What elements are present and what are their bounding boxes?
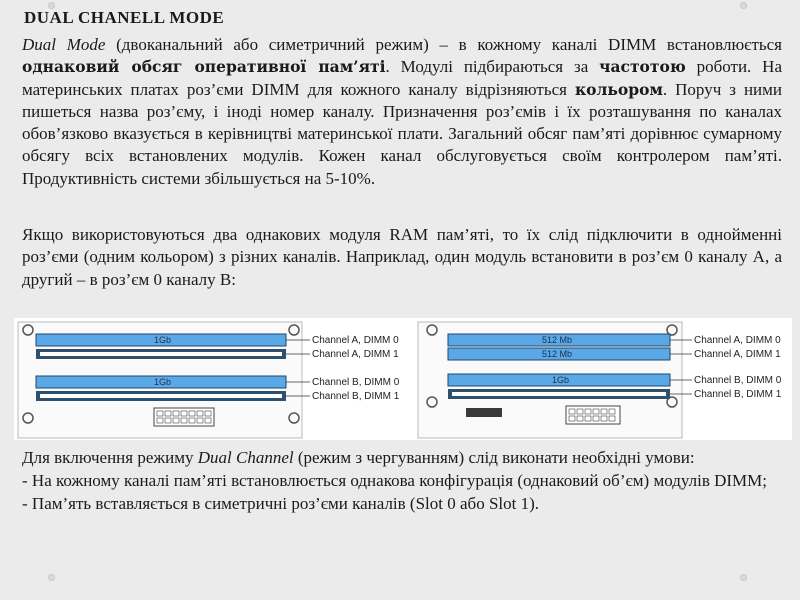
requirements-lead <box>22 446 782 469</box>
requirements-paragraph <box>22 446 782 515</box>
dimm-slot-b1 <box>448 389 670 399</box>
dimm-diagrams <box>14 318 792 440</box>
module-size-label: 1Gb <box>552 375 570 385</box>
dimm-slot-b1 <box>36 391 286 401</box>
module-size-label: 512 Mb <box>542 335 573 345</box>
channel-label: Channel A, DIMM 0 <box>694 335 781 346</box>
emphasis-same-volume: однаковий обсяг оперативної пам’яті <box>22 57 386 77</box>
term-dual-channel: Dual Channel <box>197 448 294 467</box>
channel-label: Channel B, DIMM 0 <box>694 375 782 386</box>
emphasis-frequency: частотою <box>599 57 686 77</box>
requirements-lead-text: Для включення режиму <box>22 448 198 467</box>
intro-paragraph <box>22 34 782 190</box>
slide-title: DUAL CHANELL MODE <box>24 8 225 27</box>
dimm-slot-a0 <box>448 334 670 346</box>
intro-text: . Поруч з ними пишеться назва роз’єму, і іноді номер каналу. Призначення роз’ємів і їх розташування по каналах обов’язково вказується в керівництві материнської плати. Загальний обсяг пам’яті дорівнює сумарному обсягу всіх встановлених модулів. Кожен канал обслуговується своїм контролером пам’яті. Продуктивність системи збільшується на 5-10%. <box>22 79 782 188</box>
module-size-label: 512 Mb <box>542 349 573 359</box>
channel-label: Channel A, DIMM 0 <box>312 335 399 346</box>
intro-text: (двоканальний або симетричний режим) – в кожному каналі DIMM встановлюється <box>105 35 782 54</box>
channel-label: Channel B, DIMM 1 <box>694 389 782 400</box>
requirement-item: - Пам’ять вставляється в симетричні роз’єми каналів (Slot 0 або Slot 1). <box>22 494 540 513</box>
module-size-label: 1Gb <box>154 335 172 345</box>
motherboard-diagram-right <box>414 318 792 440</box>
channel-label: Channel B, DIMM 1 <box>312 391 400 402</box>
dimm-slot-a1 <box>36 349 286 359</box>
dimm-slot-b0 <box>36 376 286 388</box>
corner-dot <box>740 2 747 9</box>
emphasis-color: кольором <box>574 79 663 99</box>
corner-dot <box>740 574 747 581</box>
term-dual-mode: Dual Mode <box>22 35 106 54</box>
dimm-slot-a1 <box>448 348 670 360</box>
example-paragraph: Якщо використовуються два однакових модуля RAM пам’яті, то їх слід підключити в однойменні роз’єми (одним кольором) з різних каналів. Наприклад, один модуль встановити в роз’єм 0 каналу А, а другий – в роз’єм 0 каналу B: <box>22 225 782 289</box>
intro-text: . Модулі підбираються за <box>385 57 600 77</box>
motherboard-diagram-left <box>14 318 414 440</box>
requirements-lead-text: (режим з чергуванням) слід виконати необхідні умови: <box>293 448 695 467</box>
dimm-slot-a0 <box>36 334 286 346</box>
requirement-item: - На кожному каналі пам’яті встановлюється однакова конфігурація (однаковий об’єм) модулів DIMM; <box>22 471 767 490</box>
channel-label: Channel B, DIMM 0 <box>312 377 400 388</box>
channel-label: Channel A, DIMM 1 <box>694 349 781 360</box>
corner-dot <box>48 574 55 581</box>
module-size-label: 1Gb <box>154 377 172 387</box>
intro-text: роботи. На материнських платах роз’єми DIMM для кожного каналу відрізняються <box>22 57 782 99</box>
channel-label: Channel A, DIMM 1 <box>312 349 399 360</box>
dimm-slot-b0 <box>448 374 670 386</box>
